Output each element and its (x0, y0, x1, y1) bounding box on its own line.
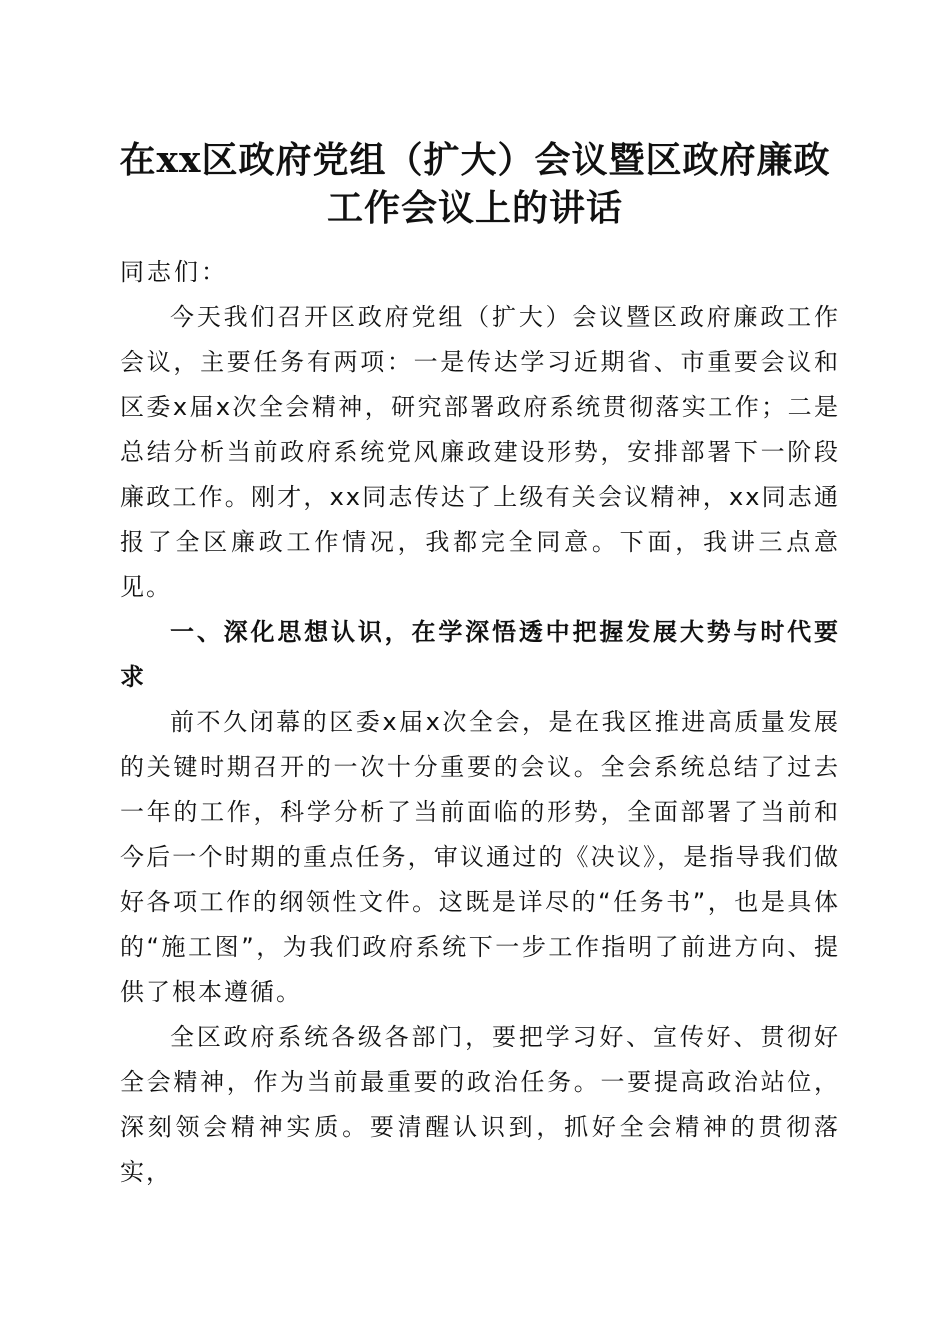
paragraph-plenary-session: 前不久闭幕的区委x届x次全会，是在我区推进高质量发展的关键时期召开的一次十分重要的会议。全会系统总结了过去一年的工作，科学分析了当前面临的形势，全面部署了当前和今后一个时期的重点任务，审议通过的《决议》，是指导我们做好各项工作的纲领性文件。这既是详尽的“任务书”，也是具体的“施工图”，为我们政府系统下一步工作指明了前进方向、提供了根本遵循。 (120, 708, 840, 1006)
document-body (120, 250, 840, 1195)
paragraph-opening: 今天我们召开区政府党组（扩大）会议暨区政府廉政工作会议，主要任务有两项：一是传达学习近期省、市重要会议和区委x届x次全会精神，研究部署政府系统贯彻落实工作；二是总结分析当前政府系统党风廉政建设形势，安排部署下一阶段廉政工作。刚才，xx同志传达了上级有关会议精神，xx同志通报了全区廉政工作情况，我都完全同意。下面，我讲三点意见。 (120, 303, 840, 601)
salutation: 同志们： (120, 258, 228, 286)
document-title-line-2: 工作会议上的讲话 (326, 187, 623, 229)
document-title-line-1: 在xx区政府党组（扩大）会议暨区政府廉政 (119, 139, 831, 181)
paragraph-implementation: 全区政府系统各级各部门，要把学习好、宣传好、贯彻好全会精神，作为当前最重要的政治任务。一要提高政治站位，深刻领会精神实质。要清醒认识到，抓好全会精神的贯彻落实， (120, 1023, 840, 1186)
section-heading-1: 一、深化思想认识，在学深悟透中把握发展大势与时代要求 (120, 618, 840, 691)
